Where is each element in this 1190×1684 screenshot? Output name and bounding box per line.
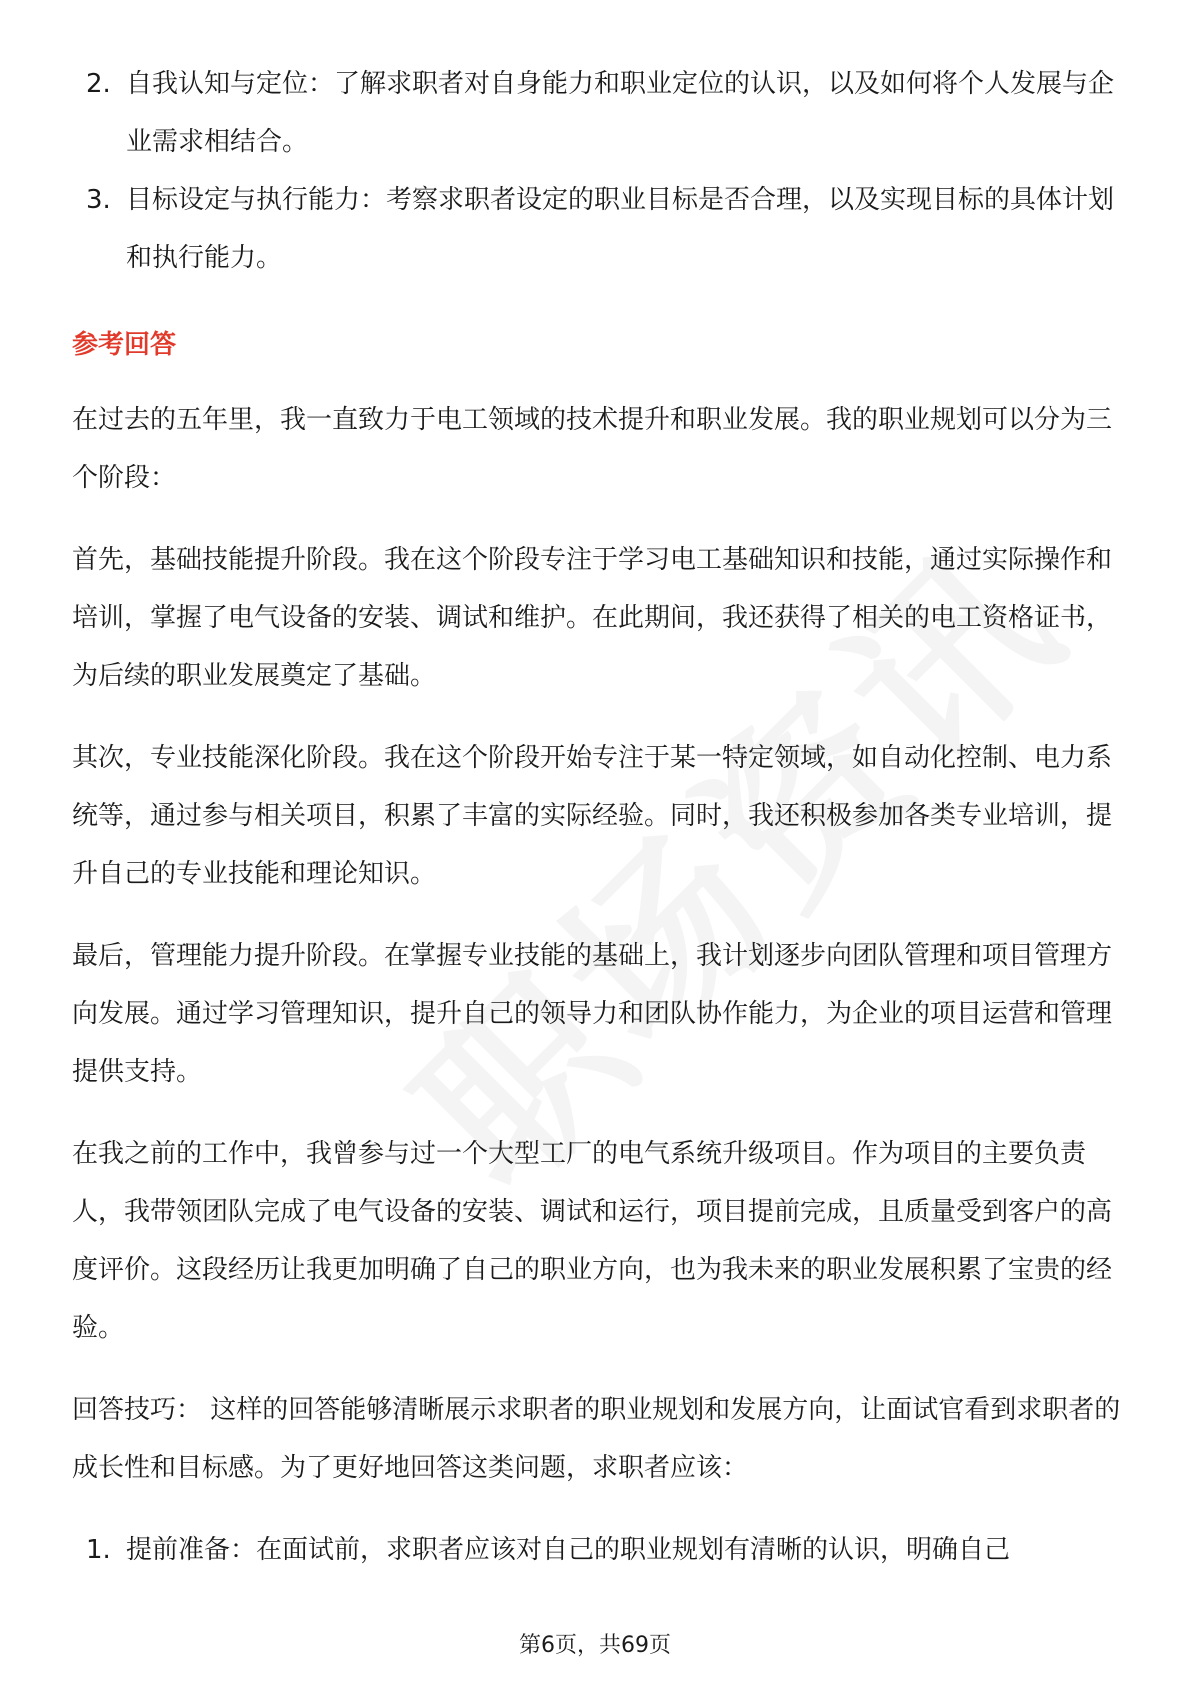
list-item-text: 了解求职者对自身能力和职业定位的认识，以及如何将个人发展与企业需求相结合。	[126, 69, 1115, 157]
answer-paragraph: 最后，管理能力提升阶段。在掌握专业技能的基础上，我计划逐步向团队管理和项目管理方向发展。通过学习管理知识，提升自己的领导力和团队协作能力，为企业的项目运营和管理提供支持。	[72, 941, 1113, 1087]
document-content	[72, 55, 1132, 1579]
list-item	[72, 55, 1132, 171]
list-number: 1.	[86, 1535, 111, 1565]
tips-paragraph	[72, 1381, 1132, 1497]
list-item	[72, 1521, 1132, 1579]
answer-paragraph: 在过去的五年里，我一直致力于电工领域的技术提升和职业发展。我的职业规划可以分为三个阶段：	[72, 405, 1113, 493]
list-item-title: 自我认知与定位：	[126, 69, 335, 99]
answer-paragraph: 其次，专业技能深化阶段。我在这个阶段开始专注于某一特定领域，如自动化控制、电力系统等，通过参与相关项目，积累了丰富的实际经验。同时，我还积极参加各类专业培训，提升自己的专业技能和理论知识。	[72, 743, 1113, 889]
answer-paragraph: 首先，基础技能提升阶段。我在这个阶段专注于学习电工基础知识和技能，通过实际操作和培训，掌握了电气设备的安装、调试和维护。在此期间，我还获得了相关的电工资格证书，为后续的职业发展奠定了基础。	[72, 545, 1113, 691]
list-number: 3.	[86, 185, 111, 215]
criteria-list	[72, 55, 1132, 287]
list-item	[72, 171, 1132, 287]
list-item-text: 考察求职者设定的职业目标是否合理，以及实现目标的具体计划和执行能力。	[126, 185, 1115, 273]
tips-list	[72, 1521, 1132, 1579]
tips-text: 这样的回答能够清晰展示求职者的职业规划和发展方向，让面试官看到求职者的成长性和目标感。为了更好地回答这类问题，求职者应该：	[72, 1395, 1121, 1483]
list-item-title: 目标设定与执行能力：	[126, 185, 387, 215]
list-item-title: 提前准备：	[126, 1535, 257, 1565]
answer-paragraph: 在我之前的工作中，我曾参与过一个大型工厂的电气系统升级项目。作为项目的主要负责人，我带领团队完成了电气设备的安装、调试和运行，项目提前完成，且质量受到客户的高度评价。这段经历让我更加明确了自己的职业方向，也为我未来的职业发展积累了宝贵的经验。	[72, 1139, 1113, 1343]
list-number: 2.	[86, 69, 111, 99]
list-item-text: 在面试前，求职者应该对自己的职业规划有清晰的认识，明确自己	[256, 1535, 1011, 1565]
page-footer: 第6页，共69页	[519, 1633, 671, 1658]
reference-answer-heading: 参考回答	[72, 330, 177, 360]
tips-label: 回答技巧：	[72, 1395, 203, 1425]
